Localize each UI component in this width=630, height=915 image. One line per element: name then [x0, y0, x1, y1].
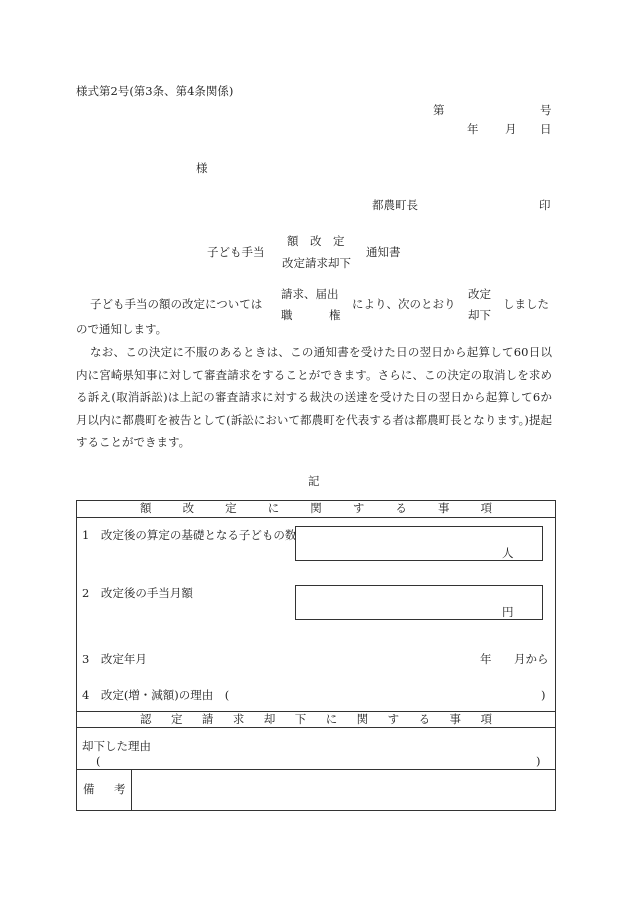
section2-header [140, 714, 492, 726]
date-year-label: 年 [467, 122, 479, 136]
intro-tail: しました [503, 297, 549, 311]
item3-year-label: 年 [480, 652, 492, 666]
section1-header-char: 改 [182, 501, 195, 515]
doc-number-prefix: 第 [433, 103, 445, 117]
section1-header-char: す [352, 501, 365, 515]
section1-header-char: 定 [225, 501, 237, 515]
item1-label: 1 改定後の算定の基礎となる子どもの数 [82, 528, 297, 542]
item2-label: 2 改定後の手当月額 [82, 586, 193, 600]
section2-header-char: 求 [232, 712, 245, 726]
section1-header-char: 事 [437, 501, 450, 515]
intro-option-b-bottom: 却下 [468, 308, 491, 322]
section2-header-char: 却 [263, 712, 276, 726]
intro-option-a-bottom-2: 権 [329, 308, 341, 322]
form-number: 様式第2号(第3条、第4条関係) [76, 84, 234, 98]
remarks-divider [76, 769, 556, 770]
date-month-label: 月 [505, 122, 517, 136]
sender-title: 都農町長 [372, 198, 418, 212]
remarks-label-char-1: 備 [83, 782, 95, 796]
item3-label: 3 改定年月 [82, 652, 147, 666]
intro-lead: 子ども手当の額の改定については [90, 297, 263, 311]
section2-header-char: 下 [294, 712, 307, 726]
section2-header-char: す [387, 712, 400, 726]
section2-header-char: 認 [140, 712, 152, 726]
addressee-suffix: 様 [196, 161, 208, 175]
section2-header-char: 事 [449, 712, 462, 726]
item4-label: 4 改定(増・減額)の理由 ( [82, 688, 230, 702]
notice-paragraph: なお、この決定に不服のあるときは、この通知書を受けた日の翌日から起算して60日以内に宮崎県知事に対して審査請求をすることができます。さらに、この決定の取消しを求める訴え(取消訴訟)は上記の審査請求に対する裁決の送達を受けた日の翌日から起算して6か月以内に都農町を被告として(訴訟において都農町を代表する者は都農町長となります。)提起することができます。 [76, 345, 552, 449]
title-left: 子ども手当 [207, 245, 265, 259]
section2-header-char: る [418, 712, 431, 726]
intro-option-a-bottom-1: 職 [281, 308, 293, 322]
section1-header-divider [76, 517, 556, 518]
rejection-reason-close: ) [536, 754, 541, 768]
intro-option-a-top: 請求、届出 [281, 287, 339, 301]
section2-header-char: 請 [201, 712, 214, 726]
item3-month-label: 月から [514, 652, 549, 666]
section1-header [140, 503, 492, 515]
remarks-label-char-2: 考 [114, 782, 126, 796]
seal-mark: 印 [539, 198, 551, 212]
section1-header-char: 額 [140, 501, 152, 515]
section1-header-char: る [395, 501, 407, 515]
rejection-reason-label: 却下した理由 [82, 739, 151, 753]
section1-header-char: に [267, 501, 280, 515]
date-day-label: 日 [540, 122, 552, 136]
item4-close: ) [541, 688, 546, 702]
title-option-top: 額 改 定 [287, 234, 345, 248]
section1-header-char: 項 [480, 501, 492, 515]
item2-unit: 円 [502, 605, 514, 619]
section1-header-char: 関 [310, 501, 322, 515]
section2-header-divider [76, 727, 556, 728]
doc-number-suffix: 号 [540, 103, 552, 117]
title-right: 通知書 [366, 245, 401, 259]
ki-mark: 記 [308, 474, 320, 488]
rejection-reason-open: ( [96, 754, 101, 768]
section2-header-char: 項 [480, 712, 492, 726]
intro-option-b-top: 改定 [468, 287, 491, 301]
section2-header-char: 関 [356, 712, 369, 726]
remarks-column-divider [131, 769, 132, 810]
intro-middle: により、次のとおり [352, 297, 456, 311]
item1-unit: 人 [502, 546, 514, 560]
intro-line-2: ので通知します。 [76, 322, 168, 336]
section2-header-char: に [325, 712, 338, 726]
section2-header-char: 定 [170, 712, 183, 726]
title-option-bottom: 改定請求却下 [282, 256, 351, 270]
